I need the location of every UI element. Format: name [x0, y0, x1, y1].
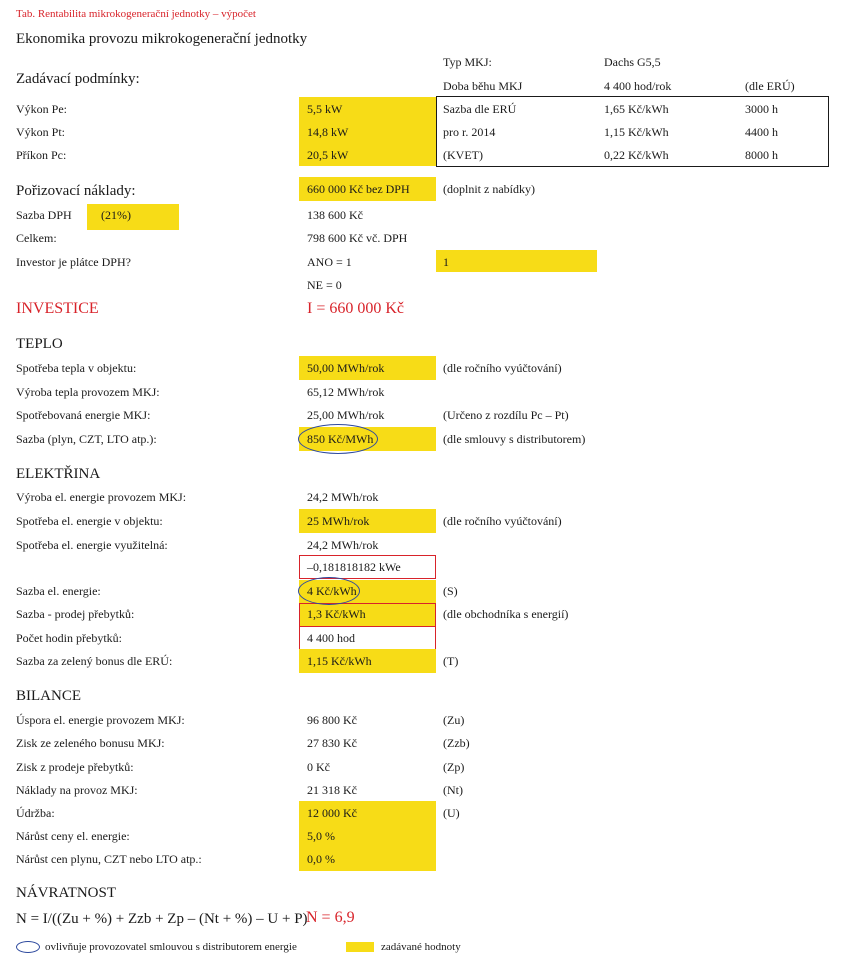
- value-dph-rate[interactable]: (21%): [101, 208, 131, 222]
- section-heading-navratnost: NÁVRATNOST: [16, 885, 117, 901]
- value-elektrina: 24,2 MWh/rok: [307, 490, 379, 504]
- row-label-elektrina: Sazba el. energie:: [16, 584, 101, 598]
- note-elektrina: (dle ročního vyúčtování): [443, 514, 562, 528]
- value-elektrina[interactable]: 1,3 Kč/kWh: [307, 607, 366, 621]
- note-bilance: (Zp): [443, 760, 465, 774]
- row-label-bilance: Nárůst ceny el. energie:: [16, 829, 130, 843]
- value-elektrina: –0,181818182 kWe: [307, 560, 401, 574]
- value-elektrina: 4 400 hod: [307, 631, 355, 645]
- note-teplo: (dle smlouvy s distributorem): [443, 432, 586, 446]
- value-bilance[interactable]: 12 000 Kč: [307, 806, 357, 820]
- row-label-prikon-pc: Příkon Pc:: [16, 148, 67, 162]
- value-elektrina[interactable]: 1,15 Kč/kWh: [307, 654, 372, 668]
- row-label-sazba-dph: Sazba DPH: [16, 208, 72, 222]
- input-highlight-platce: [436, 250, 597, 272]
- sazba-cell: 0,22 Kč/kWh: [604, 148, 669, 162]
- sazba-cell: pro r. 2014: [443, 125, 496, 139]
- sazba-cell: 1,15 Kč/kWh: [604, 125, 669, 139]
- legend-oval-icon: [16, 941, 40, 953]
- value-prikon-pc[interactable]: 20,5 kW: [307, 148, 349, 162]
- value-elektrina: 24,2 MWh/rok: [307, 538, 379, 552]
- legend-oval-text: ovlivňuje provozovatel smlouvou s distributorem energie: [45, 941, 297, 953]
- navratnost-result: N = 6,9: [306, 909, 355, 926]
- value-elektrina[interactable]: 4 Kč/kWh: [307, 584, 357, 598]
- note-bilance: (Zzb): [443, 736, 470, 750]
- note-bilance: (Nt): [443, 783, 463, 797]
- page-title: Ekonomika provozu mikrokogenerační jednotky: [16, 31, 308, 47]
- value-vykon-pt[interactable]: 14,8 kW: [307, 125, 349, 139]
- note-bilance: (Zu): [443, 713, 465, 727]
- option-ne: NE = 0: [307, 278, 342, 292]
- sazba-cell: (KVET): [443, 148, 483, 162]
- mkj-runtime-value: 4 400 hod/rok: [604, 79, 672, 93]
- value-platce-dph[interactable]: 1: [443, 255, 449, 269]
- note-porizovaci: (doplnit z nabídky): [443, 182, 535, 196]
- row-label-bilance: Náklady na provoz MKJ:: [16, 783, 138, 797]
- row-label-bilance: Údržba:: [16, 806, 55, 820]
- row-label-elektrina: Počet hodin přebytků:: [16, 631, 122, 645]
- value-porizovaci-naklady[interactable]: 660 000 Kč bez DPH: [307, 182, 410, 196]
- sazba-cell: 8000 h: [745, 148, 778, 162]
- investice-value: I = 660 000 Kč: [307, 300, 405, 317]
- value-teplo[interactable]: 50,00 MWh/rok: [307, 361, 385, 375]
- row-label-bilance: Zisk ze zeleného bonusu MKJ:: [16, 736, 165, 750]
- row-label-elektrina: Spotřeba el. energie využitelná:: [16, 538, 168, 552]
- row-label-celkem: Celkem:: [16, 231, 57, 245]
- value-bilance: 27 830 Kč: [307, 736, 357, 750]
- note-elektrina: (dle obchodníka s energií): [443, 607, 569, 621]
- row-label-vykon-pt: Výkon Pt:: [16, 125, 66, 139]
- section-heading-zadavaci: Zadávací podmínky:: [16, 71, 140, 87]
- note-bilance: (U): [443, 806, 460, 820]
- row-label-elektrina: Výroba el. energie provozem MKJ:: [16, 490, 187, 504]
- value-teplo: 65,12 MWh/rok: [307, 385, 385, 399]
- note-teplo: (Určeno z rozdílu Pc – Pt): [443, 408, 569, 422]
- row-label-elektrina: Sazba - prodej přebytků:: [16, 607, 135, 621]
- row-label-platce-dph: Investor je plátce DPH?: [16, 255, 131, 269]
- sazba-cell: Sazba dle ERÚ: [443, 102, 517, 116]
- option-ano: ANO = 1: [307, 255, 352, 269]
- value-elektrina[interactable]: 25 MWh/rok: [307, 514, 370, 528]
- sazba-cell: 3000 h: [745, 102, 778, 116]
- value-celkem: 798 600 Kč vč. DPH: [307, 231, 408, 245]
- section-heading-bilance: BILANCE: [16, 688, 81, 704]
- row-label-teplo: Spotřeba tepla v objektu:: [16, 361, 137, 375]
- value-bilance: 21 318 Kč: [307, 783, 357, 797]
- table-caption: Tab. Rentabilita mikrokogenerační jednotky – výpočet: [16, 8, 256, 20]
- note-elektrina: (S): [443, 584, 458, 598]
- section-heading-teplo: TEPLO: [16, 336, 63, 352]
- row-label-teplo: Spotřebovaná energie MKJ:: [16, 408, 151, 422]
- row-label-elektrina: Sazba za zelený bonus dle ERÚ:: [16, 654, 173, 668]
- row-label-bilance: Nárůst cen plynu, CZT nebo LTO atp.:: [16, 852, 202, 866]
- mkj-runtime-note: (dle ERÚ): [745, 79, 795, 93]
- legend-yellow-swatch: [346, 942, 374, 952]
- note-teplo: (dle ročního vyúčtování): [443, 361, 562, 375]
- sazba-cell: 1,65 Kč/kWh: [604, 102, 669, 116]
- sazba-cell: 4400 h: [745, 125, 778, 139]
- note-elektrina: (T): [443, 654, 459, 668]
- legend-yellow-text: zadávané hodnoty: [381, 941, 461, 953]
- investice-label: INVESTICE: [16, 300, 99, 317]
- value-bilance: 96 800 Kč: [307, 713, 357, 727]
- row-label-bilance: Úspora el. energie provozem MKJ:: [16, 713, 185, 727]
- value-vykon-pe[interactable]: 5,5 kW: [307, 102, 343, 116]
- value-dph: 138 600 Kč: [307, 208, 363, 222]
- section-heading-porizovaci: Pořizovací náklady:: [16, 183, 136, 199]
- value-bilance: 0 Kč: [307, 760, 330, 774]
- row-label-vykon-pe: Výkon Pe:: [16, 102, 67, 116]
- value-teplo[interactable]: 850 Kč/MWh: [307, 432, 374, 446]
- row-label-teplo: Sazba (plyn, CZT, LTO atp.):: [16, 432, 157, 446]
- navratnost-formula: N = I/((Zu + %) + Zzb + Zp – (Nt + %) – U + P): [16, 911, 308, 927]
- section-heading-elektrina: ELEKTŘINA: [16, 466, 101, 482]
- mkj-type-value: Dachs G5,5: [604, 55, 661, 69]
- row-label-elektrina: Spotřeba el. energie v objektu:: [16, 514, 163, 528]
- mkj-type-label: Typ MKJ:: [443, 55, 492, 69]
- value-bilance[interactable]: 0,0 %: [307, 852, 335, 866]
- row-label-teplo: Výroba tepla provozem MKJ:: [16, 385, 160, 399]
- mkj-runtime-label: Doba běhu MKJ: [443, 79, 523, 93]
- row-label-bilance: Zisk z prodeje přebytků:: [16, 760, 134, 774]
- value-teplo: 25,00 MWh/rok: [307, 408, 385, 422]
- value-bilance[interactable]: 5,0 %: [307, 829, 335, 843]
